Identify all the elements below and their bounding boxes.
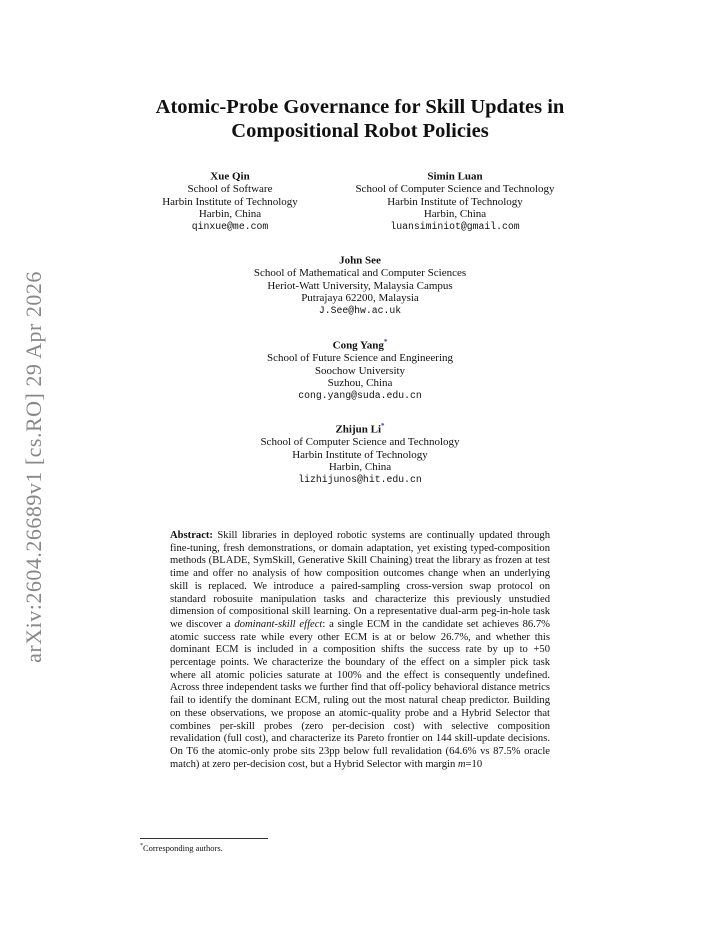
author-block: [130, 167, 330, 234]
footnote-rule: [140, 838, 268, 839]
author-name: Simin Luan: [427, 170, 483, 183]
footnote-text: Corresponding authors.: [143, 843, 223, 853]
author-affiliation-line: School of Computer Science and Technology: [260, 436, 460, 449]
author-name: Zhijun Li*: [335, 422, 385, 436]
author-affiliation-line: School of Mathematical and Computer Sciences: [253, 267, 467, 280]
author-email: luansiminiot@gmail.com: [390, 221, 520, 233]
author-affiliation-line: Harbin, China: [198, 208, 262, 221]
abstract-label: Abstract:: [170, 530, 213, 541]
author-affiliation-line: Soochow University: [314, 364, 406, 377]
author-affiliation-line: Suzhou, China: [327, 377, 393, 390]
author-affiliation-line: School of Future Science and Engineering: [266, 352, 454, 365]
abstract-emphasis: dominant-skill effect: [234, 618, 323, 630]
paper-title: [100, 95, 620, 143]
author-affiliation-line: Harbin Institute of Technology: [387, 195, 523, 208]
author-block: [210, 251, 510, 318]
arxiv-side-identifier: [12, 262, 56, 672]
author-name: John See: [339, 254, 381, 267]
title-line-2: Compositional Robot Policies: [231, 120, 489, 142]
author-block: [210, 420, 510, 487]
author-affiliation-line: School of Computer Science and Technology: [355, 183, 555, 196]
arxiv-id-text: arXiv:2604.26689v1 [cs.RO] 29 Apr 2026: [21, 271, 46, 663]
author-name: Xue Qin: [210, 170, 250, 183]
author-email: lizhijunos@hit.edu.cn: [298, 474, 422, 486]
abstract-text: : a single ECM in the candidate set achieves 86.7% atomic success rate while every other ECM is at or below 26.7%, and whether this dominant ECM is included in a composition shifts the success rate by up to +50 percentage points. We characterize the boundary of the effect on a simpler pick task where all atomic policies saturate at 100% and the effect is consequently undefined. Across three independent tasks we further find that off-policy behavioral distance metrics fail to identify the dominant ECM, ruling out the most natural cheap predictor. Building on these observations, we propose an atomic-quality probe and a Hybrid Selector that combines per-skill probes (zero per-decision cost) with selective composition revalidation (full cost), and characterize its Pareto frontier on 144 skill-update decisions. On T6 the atomic-only probe sits 23pp below full revalidation (64.6% vs 87.5% oracle match) at zero per-decision cost, but a Hybrid Selector with margin: [170, 618, 550, 770]
author-email: cong.yang@suda.edu.cn: [298, 390, 422, 402]
abstract: [170, 530, 550, 771]
author-name: Cong Yang*: [332, 338, 388, 352]
author-affiliation-line: Harbin, China: [423, 208, 487, 221]
author-email: qinxue@me.com: [191, 221, 269, 233]
footnote-mark: *: [140, 843, 143, 850]
abstract-text: =10: [465, 758, 483, 770]
abstract-text: Skill libraries in deployed robotic systems are continually updated through fine-tuning, fresh demonstrations, or domain adaptation, yet existing typed-composition methods (BLADE, SymSkill, Generative Skill Chaining) treat the library as frozen at test time and offer no analysis of how composition outcomes change when an underlying skill is replaced. We introduce a paired-sampling cross-version swap protocol on standard robosuite manipulation tasks and characterize this previously unstudied dimension of compositional skill learning. On a representative dual-arm peg-in-hole task we discover a: [170, 530, 550, 630]
corresponding-mark: *: [381, 422, 385, 430]
author-affiliation-line: Harbin, China: [328, 461, 392, 474]
author-affiliation-line: Heriot-Watt University, Malaysia Campus: [267, 279, 453, 292]
title-line-1: Atomic-Probe Governance for Skill Updates in: [155, 96, 565, 118]
author-block: [325, 167, 585, 234]
author-affiliation-line: Harbin Institute of Technology: [292, 448, 428, 461]
author-email: J.See@hw.ac.uk: [318, 305, 402, 317]
author-block: [210, 336, 510, 403]
author-affiliation-line: Harbin Institute of Technology: [162, 195, 298, 208]
author-affiliation-line: School of Software: [187, 183, 273, 196]
abstract-math-var: m: [457, 758, 466, 770]
footnote: [140, 843, 223, 853]
corresponding-mark: *: [383, 338, 388, 346]
author-affiliation-line: Putrajaya 62200, Malaysia: [301, 292, 419, 305]
